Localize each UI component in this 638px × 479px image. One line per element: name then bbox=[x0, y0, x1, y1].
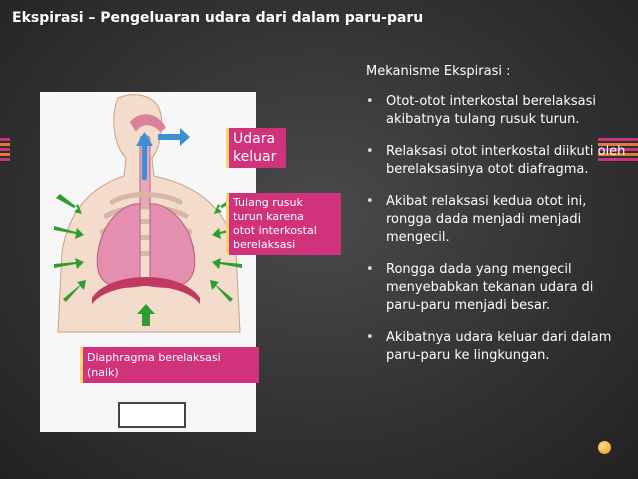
callout-air-out-line: Udara bbox=[233, 131, 276, 147]
content-heading: Mekanisme Ekspirasi : bbox=[366, 64, 511, 79]
bullet-icon: • bbox=[366, 94, 374, 109]
callout-diaphragm-line: (naik) bbox=[87, 366, 119, 379]
callout-air-out-line: keluar bbox=[233, 149, 277, 165]
callout-ribs-line: Tulang rusuk bbox=[233, 196, 303, 209]
callout-diaphragm-line: Diaphragma berelaksasi bbox=[87, 351, 221, 364]
slide-title: Ekspirasi – Pengeluaran udara dari dalam paru-paru bbox=[12, 10, 424, 26]
callout-diaphragm bbox=[80, 347, 259, 383]
blank-label-box bbox=[118, 402, 186, 428]
bullet-icon: • bbox=[366, 330, 374, 345]
next-slide-icon[interactable] bbox=[598, 441, 611, 454]
bullet-icon: • bbox=[366, 262, 374, 277]
callout-ribs-line: turun karena bbox=[233, 210, 304, 223]
content-column bbox=[366, 64, 628, 379]
callout-ribs bbox=[226, 193, 341, 255]
list-item bbox=[366, 193, 628, 247]
list-item bbox=[366, 93, 628, 129]
torso-silhouette bbox=[58, 95, 240, 332]
exhale-arrows bbox=[136, 128, 190, 180]
list-item bbox=[366, 261, 628, 315]
mechanism-list bbox=[366, 93, 628, 365]
callout-ribs-line: berelaksasi bbox=[233, 238, 296, 251]
list-item bbox=[366, 143, 628, 179]
bullet-icon: • bbox=[366, 194, 374, 209]
callout-air-out bbox=[226, 128, 286, 168]
list-item-text: Akibat relaksasi kedua otot ini, rongga dada menjadi menjadi mengecil. bbox=[386, 194, 587, 245]
list-item-text: Relaksasi otot interkostal diikuti oleh berelaksasinya otot diafragma. bbox=[386, 144, 626, 177]
list-item-text: Akibatnya udara keluar dari dalam paru-paru ke lingkungan. bbox=[386, 330, 612, 363]
bullet-icon: • bbox=[366, 144, 374, 159]
callout-ribs-line: otot interkostal bbox=[233, 224, 317, 237]
list-item-text: Rongga dada yang mengecil menyebabkan tekanan udara di paru-paru menjadi besar. bbox=[386, 262, 594, 313]
list-item bbox=[366, 329, 628, 365]
left-stripe-decoration bbox=[0, 138, 10, 166]
list-item-text: Otot-otot interkostal berelaksasi akibatnya tulang rusuk turun. bbox=[386, 94, 596, 127]
